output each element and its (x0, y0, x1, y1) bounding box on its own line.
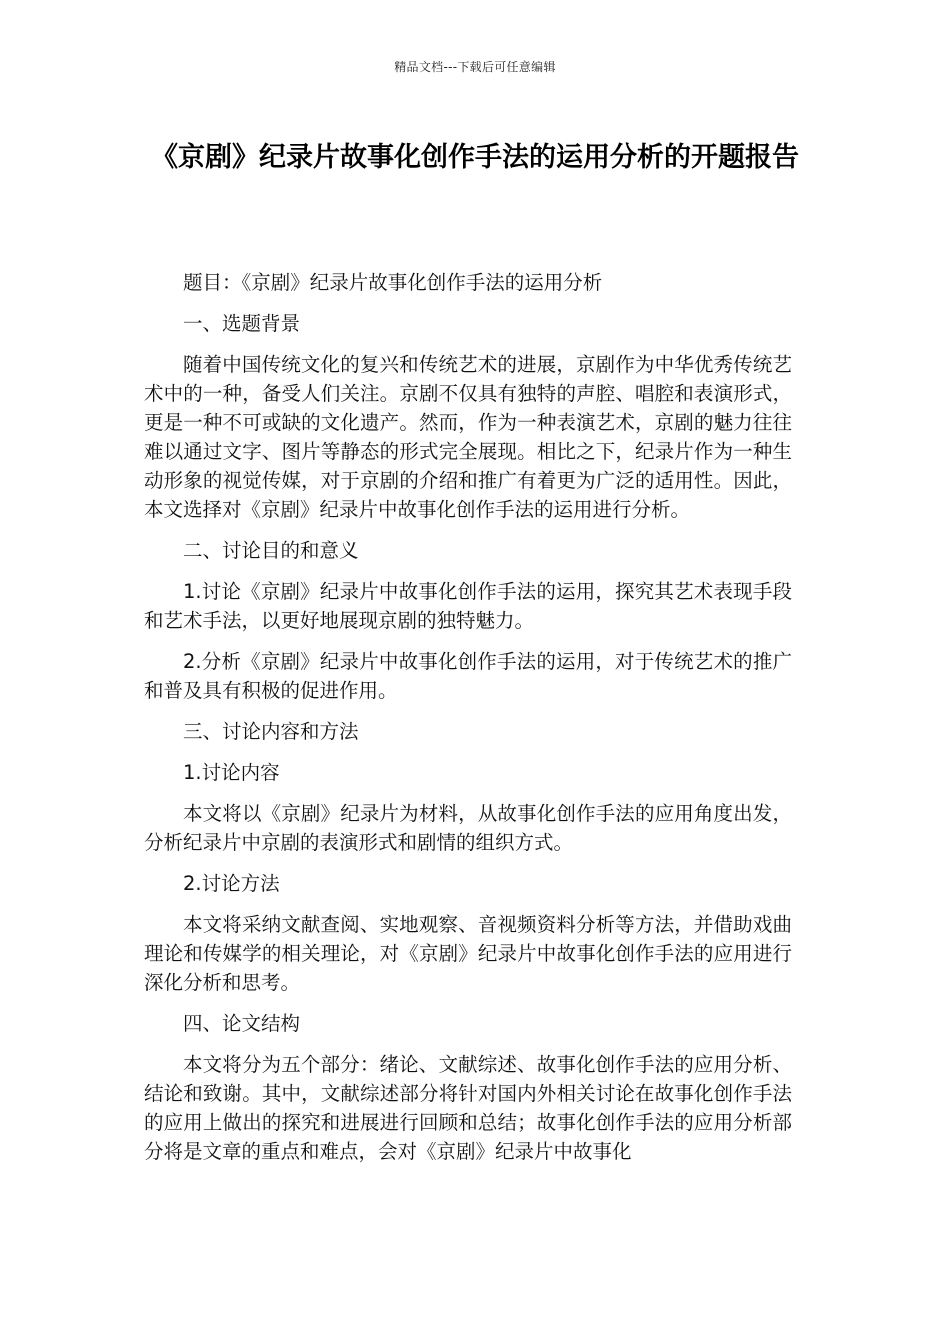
topic-line: 题目：《京剧》纪录片故事化创作手法的运用分析 (183, 271, 603, 294)
document-body (144, 268, 792, 1178)
section-heading-content-method: 三、讨论内容和方法 (183, 720, 359, 743)
subheading-method: 2.讨论方法 (183, 872, 280, 895)
section-heading-structure: 四、论文结构 (183, 1012, 301, 1035)
section-heading-purpose: 二、讨论目的和意义 (183, 539, 359, 562)
paragraph-content: 本文将以《京剧》纪录片为材料，从故事化创作手法的应用角度出发，分析纪录片中京剧的表演形式和剧情的组织方式。 (144, 802, 792, 854)
header-note: 精品文档---下载后可任意编辑 (394, 60, 556, 74)
paragraph-purpose-2: 2.分析《京剧》纪录片中故事化创作手法的运用，对于传统艺术的推广和普及具有积极的促进作用。 (144, 650, 792, 702)
paragraph-method: 本文将采纳文献查阅、实地观察、音视频资料分析等方法，并借助戏曲理论和传媒学的相关理论，对《京剧》纪录片中故事化创作手法的应用进行深化分析和思考。 (144, 913, 792, 994)
paragraph-purpose-1: 1.讨论《京剧》纪录片中故事化创作手法的运用，探究其艺术表现手段和艺术手法，以更好地展现京剧的独特魅力。 (144, 580, 792, 632)
section-heading-background: 一、选题背景 (183, 312, 301, 335)
subheading-content: 1.讨论内容 (183, 761, 280, 784)
paragraph-background: 随着中国传统文化的复兴和传统艺术的进展，京剧作为中华优秀传统艺术中的一种，备受人们关注。京剧不仅具有独特的声腔、唱腔和表演形式，更是一种不可或缺的文化遗产。然而，作为一种表演艺术，京剧的魅力往往难以通过文字、图片等静态的形式完全展现。相比之下，纪录片作为一种生动形象的视觉传媒，对于京剧的介绍和推广有着更为广泛的适用性。因此，本文选择对《京剧》纪录片中故事化创作手法的运用进行分析。 (144, 353, 792, 521)
document-title: 《京剧》纪录片故事化创作手法的运用分析的开题报告 (151, 142, 799, 173)
paragraph-structure: 本文将分为五个部分：绪论、文献综述、故事化创作手法的应用分析、结论和致谢。其中，文献综述部分将针对国内外相关讨论在故事化创作手法的应用上做出的探究和进展进行回顾和总结；故事化创作手法的应用分析部分将是文章的重点和难点，会对《京剧》纪录片中故事化 (144, 1053, 792, 1163)
